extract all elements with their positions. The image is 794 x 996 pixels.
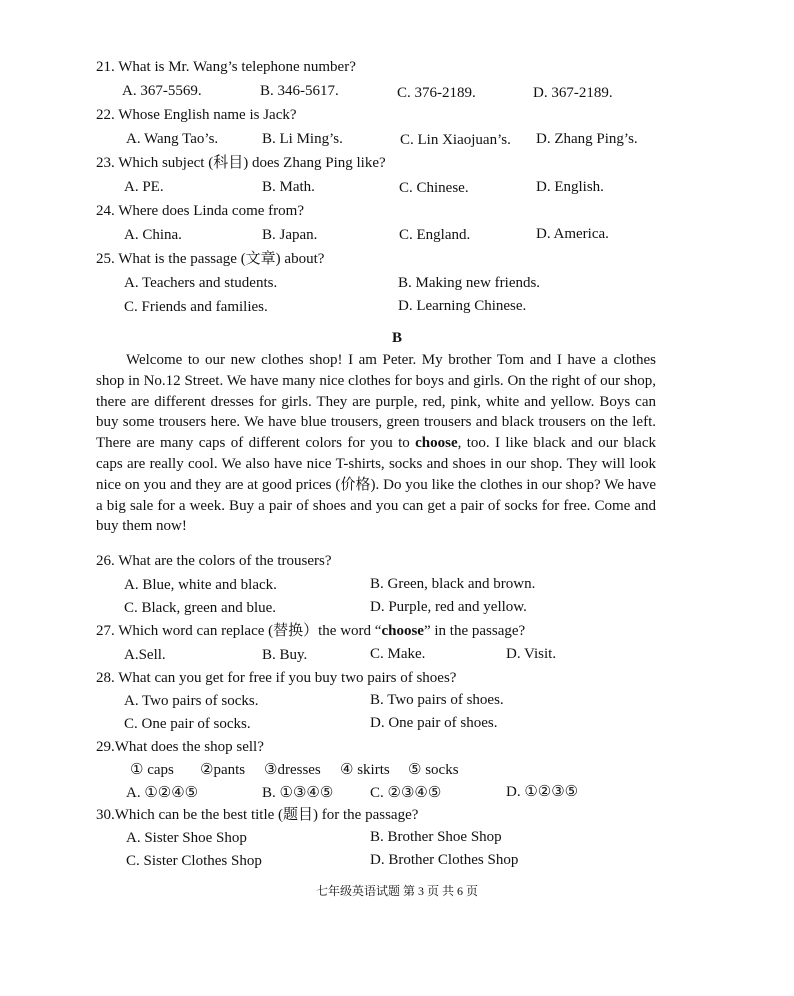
question-28-option-c: C. One pair of socks.: [124, 716, 251, 732]
question-23-option-a: A. PE.: [124, 179, 164, 195]
question-25-option-b: B. Making new friends.: [398, 275, 541, 291]
question-27-stem-part-1: 27. Which word can replace (替换）the word “: [96, 623, 382, 639]
question-30-option-a: A. Sister Shoe Shop: [126, 830, 247, 846]
question-23-option-c: C. Chinese.: [399, 180, 469, 196]
question-25-option-d: D. Learning Chinese.: [398, 298, 527, 314]
question-25-option-a: A. Teachers and students.: [124, 275, 278, 291]
question-28-stem: 28. What can you get for free if you buy two pairs of shoes?: [96, 670, 457, 686]
question-28-option-b: B. Two pairs of shoes.: [370, 692, 504, 708]
page-footer: 七年级英语试题 第 3 页 共 6 页: [315, 884, 478, 898]
question-29-item-5: ⑤ socks: [408, 762, 459, 778]
question-23-stem: 23. Which subject (科目) does Zhang Ping like?: [96, 155, 386, 171]
reading-passage-b: [96, 350, 656, 537]
question-26-option-c: C. Black, green and blue.: [124, 600, 277, 616]
question-29-option-c: C. ②③④⑤: [370, 785, 442, 801]
question-21-option-d: D. 367-2189.: [533, 85, 613, 101]
question-24-option-b: B. Japan.: [262, 227, 318, 243]
question-23-option-d: D. English.: [536, 179, 604, 195]
question-30-stem: 30.Which can be the best title (题目) for the passage?: [96, 807, 419, 823]
question-29-item-1: ① caps: [130, 762, 174, 778]
question-23-option-b: B. Math.: [262, 179, 315, 195]
question-29-item-4: ④ skirts: [340, 762, 390, 778]
question-29-item-3: ③dresses: [264, 762, 321, 778]
question-22-option-c: C. Lin Xiaojuan’s.: [400, 132, 511, 148]
question-21-stem: 21. What is Mr. Wang’s telephone number?: [96, 59, 356, 75]
question-27-option-b: B. Buy.: [262, 647, 308, 663]
question-21-option-b: B. 346-5617.: [260, 83, 339, 99]
question-21-option-c: C. 376-2189.: [397, 85, 476, 101]
question-27-option-d: D. Visit.: [506, 646, 557, 662]
question-26-option-a: A. Blue, white and black.: [124, 577, 277, 593]
question-24-option-d: D. America.: [536, 226, 609, 242]
question-25-option-c: C. Friends and families.: [124, 299, 268, 315]
question-27-option-c: C. Make.: [370, 646, 426, 662]
passage-keyword-choose: choose: [415, 435, 458, 452]
question-30-option-b: B. Brother Shoe Shop: [370, 829, 502, 845]
question-28-option-a: A. Two pairs of socks.: [124, 693, 259, 709]
question-30-option-d: D. Brother Clothes Shop: [370, 852, 519, 868]
question-24-option-c: C. England.: [399, 227, 471, 243]
question-24-stem: 24. Where does Linda come from?: [96, 203, 304, 219]
question-29-option-d: D. ①②③⑤: [506, 784, 579, 800]
question-27-stem-part-2: ” in the passage?: [423, 623, 526, 639]
question-21-option-a: A. 367-5569.: [122, 83, 202, 99]
passage-text-part-1: Welcome to our new clothes shop! I am Peter. My brother Tom and I have a clothes shop in No.12 Street. We have many nice clothes for boys and girls. On the right of our shop, there are different dresses for girls. They are purple, red, pink, white and yellow. Boys can buy some trousers here. We have blue trousers, green trousers and black trousers on the left. There are many caps of different colors for you to: [96, 352, 656, 452]
question-24-option-a: A. China.: [124, 227, 182, 243]
passage-text-part-2: , too. I like black and our black caps are really cool. We also have nice T-shirts, socks and shoes in our shop. They will look nice on you and they are at good prices (价格). Do you like the clothes in our shop? We have a big sale for a week. Buy a pair of shoes and you can get a pair of socks for free. Come and buy them now!: [96, 435, 657, 535]
section-b-title: B: [391, 330, 402, 346]
question-22-option-d: D. Zhang Ping’s.: [536, 131, 638, 147]
question-29-option-b: B. ①③④⑤: [262, 785, 334, 801]
question-29-option-a: A. ①②④⑤: [126, 785, 199, 801]
question-22-stem: 22. Whose English name is Jack?: [96, 107, 297, 123]
question-22-option-b: B. Li Ming’s.: [262, 131, 343, 147]
question-30-option-c: C. Sister Clothes Shop: [126, 853, 262, 869]
question-28-option-d: D. One pair of shoes.: [370, 715, 498, 731]
question-27-keyword: choose: [381, 623, 424, 639]
question-29-stem: 29.What does the shop sell?: [96, 739, 264, 755]
question-29-item-2: ②pants: [200, 762, 246, 778]
question-27-stem: [96, 621, 525, 641]
question-26-stem: 26. What are the colors of the trousers?: [96, 553, 332, 569]
question-27-option-a: A.Sell.: [124, 647, 166, 663]
question-26-option-d: D. Purple, red and yellow.: [370, 599, 527, 615]
question-25-stem: 25. What is the passage (文章) about?: [96, 251, 325, 267]
question-22-option-a: A. Wang Tao’s.: [126, 131, 219, 147]
question-26-option-b: B. Green, black and brown.: [370, 576, 536, 592]
